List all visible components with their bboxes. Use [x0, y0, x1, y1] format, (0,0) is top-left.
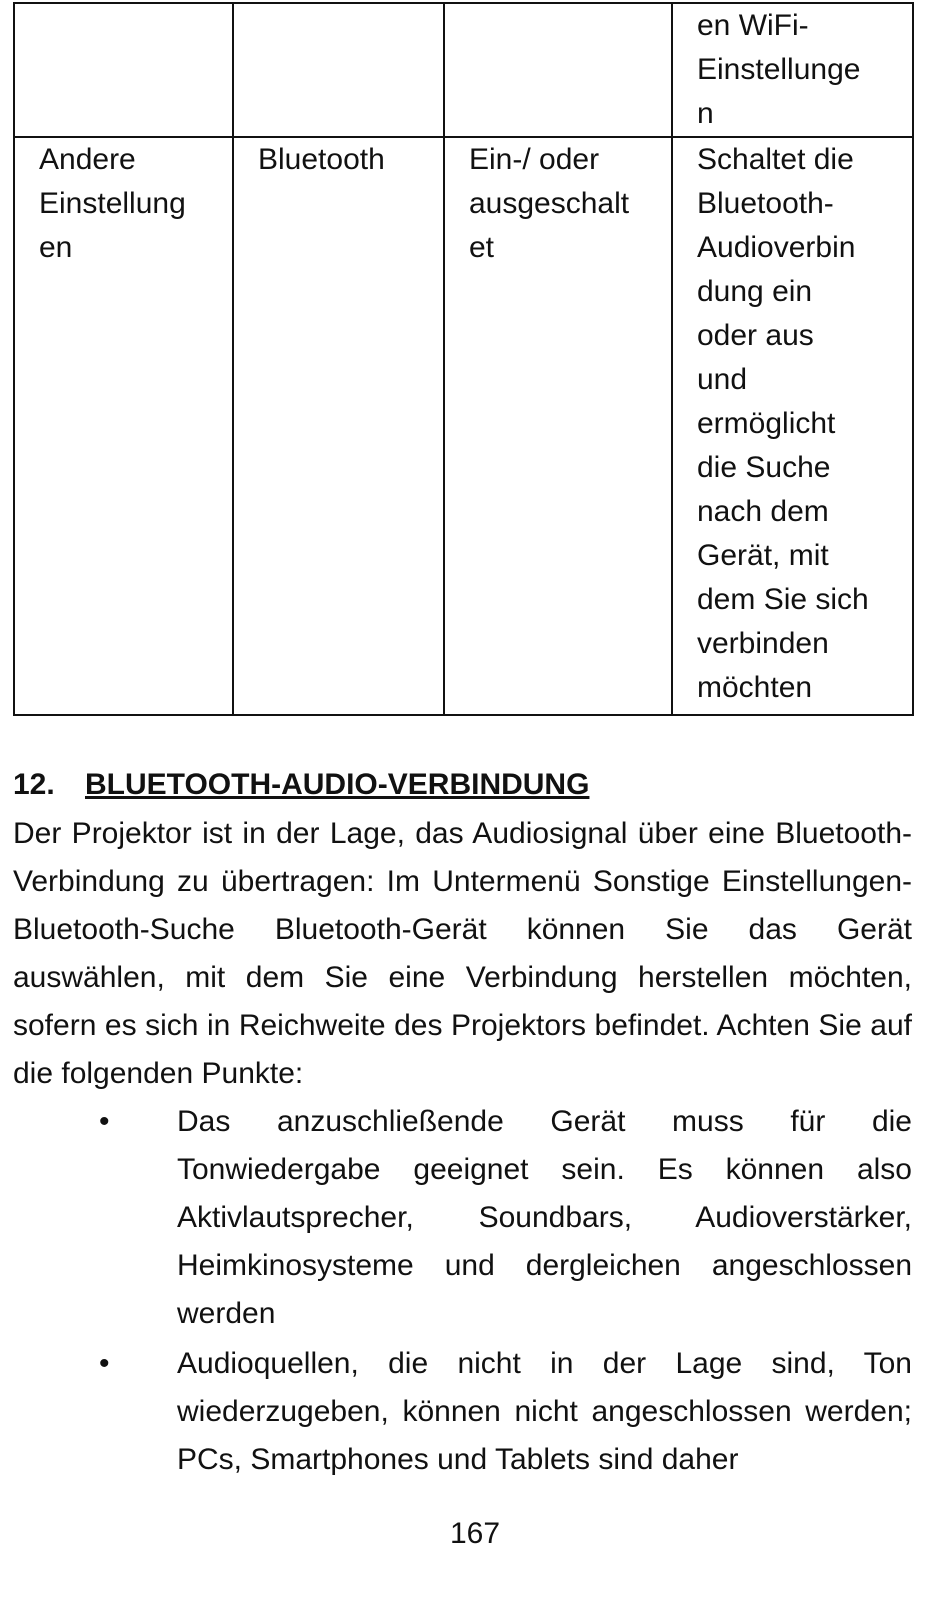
list-item-text: Das anzuschließende Gerät muss für die Tonwiedergabe geeignet sein. Es können also Aktivlautsprecher, Soundbars, Audioverstärker, Heimkinosysteme und dergleichen angeschlossen werden: [177, 1105, 912, 1330]
section-heading: [13, 764, 589, 806]
body-paragraph: Der Projektor ist in der Lage, das Audiosignal über eine Bluetooth-Verbindung zu übertragen: Im Untermenü Sonstige Einstellungen-Bluetooth-Suche Bluetooth-Gerät können Sie das Gerät auswählen, mit dem Sie eine Verbindung herstellen möchten, sofern es sich in Reichweite des Projektors befindet. Achten Sie auf die folgenden Punkte:: [13, 817, 912, 1090]
table-cell: en WiFi- Einstellunge n: [672, 3, 913, 137]
table-cell: Ein-/ oder ausgeschalt et: [444, 137, 672, 715]
list-item-text: Audioquellen, die nicht in der Lage sind, Ton wiederzugeben, können nicht angeschlossen werden; PCs, Smartphones und Tablets sind daher: [177, 1347, 912, 1476]
table-cell: Schaltet die Bluetooth- Audioverbin dung ein oder aus und ermöglicht die Suche nach dem Gerät, mit dem Sie sich verbinden möchten: [672, 137, 913, 715]
section-number: 12.: [13, 768, 55, 801]
bullet-icon: •: [99, 1347, 110, 1380]
bullet-icon: •: [99, 1105, 110, 1138]
settings-table: [13, 2, 914, 716]
section-title: BLUETOOTH-AUDIO-VERBINDUNG: [85, 768, 590, 801]
table-cell: Andere Einstellung en: [14, 137, 233, 715]
table-cell: [233, 3, 444, 137]
table-cell: [444, 3, 672, 137]
list-item: [13, 1098, 912, 1338]
page-number: 167: [449, 1517, 501, 1550]
list-item: [13, 1340, 912, 1484]
table-row: [14, 137, 913, 715]
table-row: [14, 3, 913, 137]
table-cell: [14, 3, 233, 137]
bullet-list: [13, 1098, 912, 1486]
table-cell: Bluetooth: [233, 137, 444, 715]
